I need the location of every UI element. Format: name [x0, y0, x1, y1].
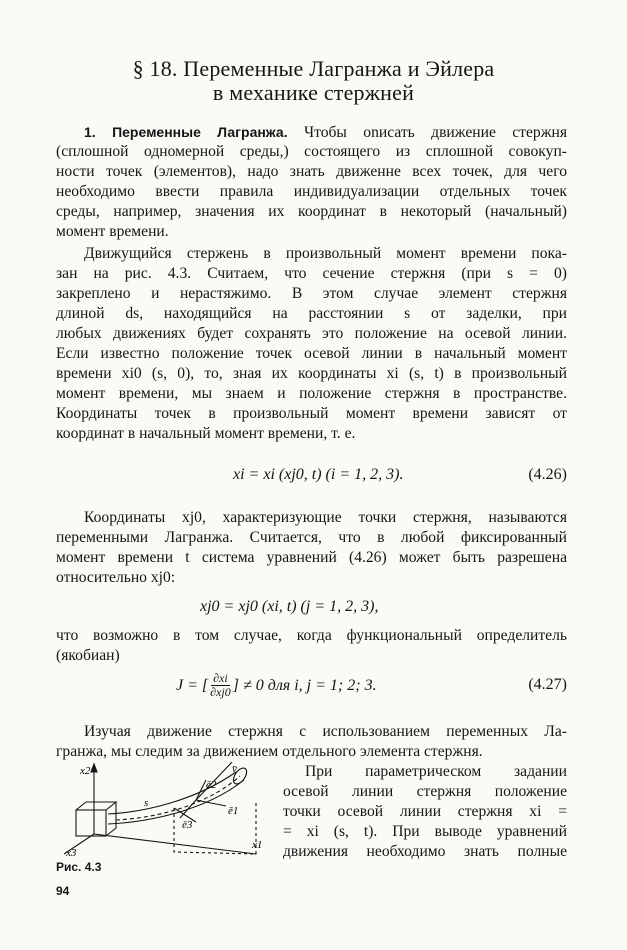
paragraph-line: необходимо ввести правила индивидуализации отдельных точек [56, 183, 567, 200]
paragraph-line: времени xi0 (s, 0), то, зная их координаты xi (s, t) в произвольный [56, 365, 567, 382]
section-heading: Переменные Лагранжа. [112, 124, 288, 140]
paragraph-line: длиной ds, находящийся на расстоянии s от заделки, при [56, 305, 567, 322]
paragraph-line: (якобиан) [56, 647, 120, 664]
x1-label: x1 [252, 839, 263, 851]
paragraph-line: относительно xj0: [56, 569, 176, 586]
e1-label: ē1 [228, 805, 239, 817]
paragraph-line: Если известно положение точек осевой линии в начальный момент [56, 345, 567, 362]
x2-axis-arrow [91, 764, 97, 772]
paragraph-line: переменными Лагранжа. Считается, что в любой фиксированный [56, 529, 567, 546]
paragraph-line: любых движениях будет сохранять это положение на осевой линии. [56, 325, 567, 342]
section-number: 1. [84, 124, 96, 140]
paragraph-line: среды, например, значения их координат в некоторый (начальный) [56, 203, 567, 220]
figure-4-3 [56, 762, 278, 858]
equation-number: (4.27) [528, 676, 567, 693]
paragraph-line: гранжа, мы следим за движением отдельного элемента стержня. [56, 743, 483, 760]
x3-label: x3 [66, 847, 77, 858]
equation-inverse: xj0 = xj0 (xi, t) (j = 1, 2, 3), [200, 598, 379, 615]
figure-caption: Рис. 4.3 [56, 860, 102, 874]
paragraph-line: момент времени, мы знаем и положение стержня в пространстве. [56, 385, 567, 402]
e3-label: ē3 [182, 819, 193, 831]
paragraph-line: закреплено и нерастяжимо. В этом случае элемент стержня [56, 285, 567, 302]
clamp-side [106, 802, 116, 836]
side-line: осевой линии стержня положение [283, 783, 567, 800]
jacobian-fraction: $\frac{\partial xi}{\partial xj0}$ [210, 671, 231, 699]
e2-label: ē2 [206, 779, 217, 791]
e3-vector [180, 800, 196, 818]
paragraph-line: момент времени. [56, 223, 169, 240]
side-line: точки осевой линии стержня xi = [283, 803, 567, 820]
v-label: v̄ [232, 763, 237, 775]
paragraph-line: Координаты точек в произвольный момент времени зависят от [56, 405, 567, 422]
equation-number: (4.26) [528, 466, 567, 483]
paragraph-line: 1. Переменные Лагранжа. Чтобы оnисать движение стержня [84, 124, 567, 141]
paragraph-line: зан на рис. 4.3. Считаем, что сечение стержня (при s = 0) [56, 265, 567, 282]
paragraph-line: Изучая движение стержня с использованием переменных Ла- [84, 723, 567, 740]
equation-4-26: xi = xi (xj0, t) (i = 1, 2, 3). [233, 466, 404, 483]
equation-4-27: J = [ $\frac{\partial xi}{\partial xj0}$ ] ≠ 0 для i, j = 1; 2; 3. [176, 671, 377, 699]
title-line-1: § 18. Переменные Лагранжа и Эйлера [132, 56, 495, 81]
title-line-2: в механике стержней [212, 80, 415, 105]
side-line: = xi (s, t). При выводе уравнений [283, 823, 567, 840]
x1-axis [94, 834, 256, 854]
s-label: s [144, 797, 149, 809]
rod-axis-line [116, 776, 240, 820]
paragraph-line: момент времени t система уравнений (4.26) может быть разрешена [56, 549, 567, 566]
page-number: 94 [56, 884, 70, 898]
clamp-top [76, 802, 116, 810]
paragraph-line: Координаты xj0, характеризующие точки стержня, называются [84, 509, 567, 526]
paragraph-line: ности точек (элементов), надо знать движенне всех точек, для чего [56, 163, 567, 180]
paragraph-line: (сплошной одномерной среды,) состоящего из сплошной совокуп- [56, 143, 567, 160]
side-line: движения необходимо знать полные [283, 843, 567, 860]
side-line: При параметрическом задании [305, 763, 567, 780]
clamp-block [76, 810, 106, 836]
paragraph-line: что возможно в том случае, когда функциональный определитель [56, 627, 567, 644]
paragraph-line: Движущийся стержень в произвольный момент времени пока- [84, 245, 567, 262]
rod-lower-edge [108, 780, 244, 824]
paragraph-line: координат в начальный момент времени, т. е. [56, 425, 356, 442]
x2-label: x2 [80, 765, 91, 777]
